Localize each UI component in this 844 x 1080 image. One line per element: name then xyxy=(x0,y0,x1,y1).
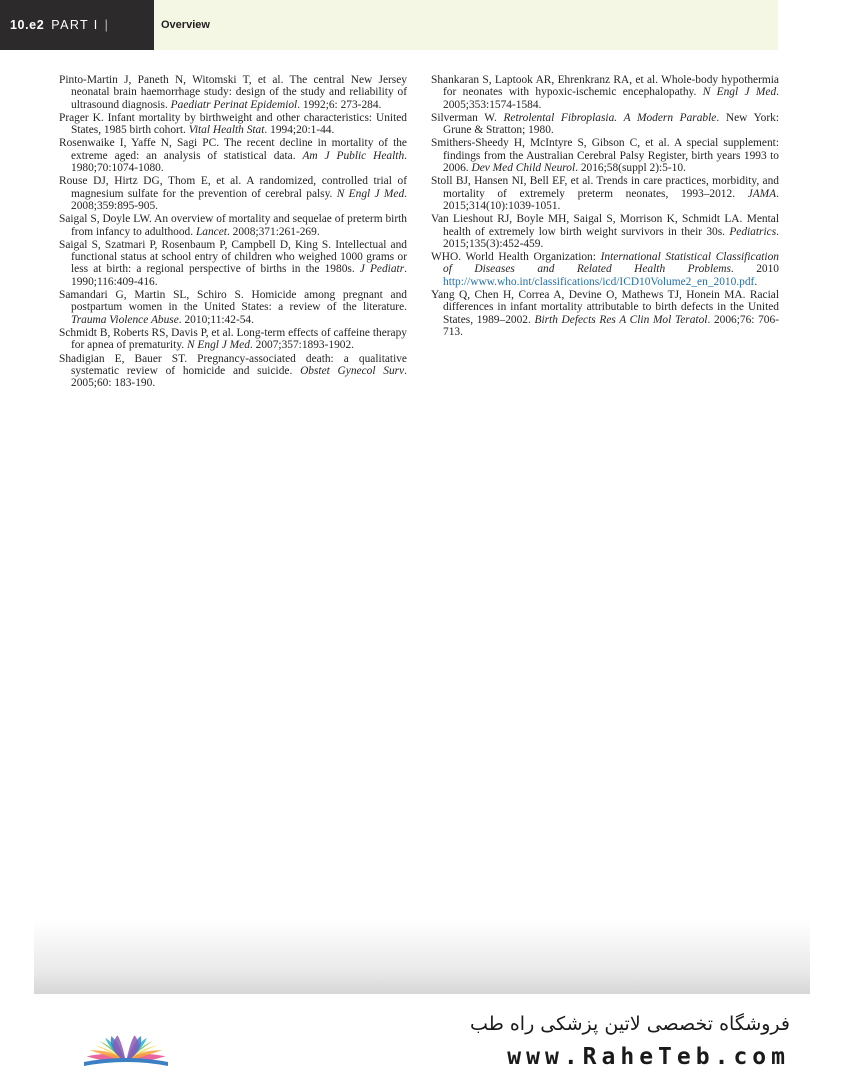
reference-text: . 1980;70:1074-1080. xyxy=(71,149,407,175)
reference-entry xyxy=(431,251,779,288)
reference-text: . xyxy=(754,275,758,288)
reference-entry xyxy=(431,137,779,174)
reference-text: WHO. World Health Organization: xyxy=(431,251,601,264)
website-url[interactable]: www.RaheTeb.com xyxy=(507,1044,790,1070)
reference-text: . 2006;76: 706-713. xyxy=(443,313,779,338)
reference-text: Shadigian E, Bauer ST. Pregnancy-associated death: a qualitative systematic review of homicide and suicide. xyxy=(59,352,407,377)
journal-title: J Pediatr xyxy=(359,263,405,276)
reference-text: . 2015;314(10):1039-1051. xyxy=(443,187,779,212)
reference-entry xyxy=(59,74,407,111)
shop-name: فروشگاه تخصصی لاتین پزشکی راه طب xyxy=(470,1013,790,1035)
journal-title: Trauma Violence Abuse xyxy=(71,313,179,326)
reference-text: . 2007;357:1893-1902. xyxy=(249,339,355,352)
references-column-left xyxy=(59,74,407,390)
journal-title: N Engl J Med xyxy=(186,339,250,352)
reference-text: Stoll BJ, Hansen NI, Bell EF, et al. Trends in care practices, morbidity, and mortality of extremely preterm neonates, 1993–2012. xyxy=(431,175,779,200)
reference-text: Smithers-Sheedy H, McIntyre S, Gibson C, et al. A special supplement: findings from the Australian Cerebral Palsy Register, birth years 1993 to 2006. xyxy=(431,137,779,175)
journal-title: Lancet xyxy=(195,225,227,238)
journal-title: Paediatr Perinat Epidemiol xyxy=(170,98,298,111)
journal-title: International Statistical Classification of Diseases and Related Health Problems xyxy=(443,251,779,276)
reference-text: . 2008;359:895-905. xyxy=(71,187,408,212)
reference-text: Yang Q, Chen H, Correa A, Devine O, Mathews TJ, Honein MA. Racial differences in infant mortality attributable to birth defects in the United States, 1989–2002. xyxy=(431,289,779,326)
reference-text: . 2008;371:261-269. xyxy=(226,225,320,238)
journal-title: Obstet Gynecol Surv xyxy=(300,364,405,377)
reference-entry xyxy=(59,137,407,174)
reference-text: Saigal S, Szatmari P, Rosenbaum P, Campbell D, King S. Intellectual and functional status at school entry of children who weighed 1000 grams or less at birth: a regional perspective of births in the 1980s. xyxy=(59,238,407,276)
journal-title: Vital Health Stat xyxy=(188,124,265,137)
reference-text: . 1994;20:1-44. xyxy=(264,124,335,137)
journal-title: Birth Defects Res A Clin Mol Teratol xyxy=(534,313,708,326)
reference-text: . 1990;116:409-416. xyxy=(71,263,407,288)
reference-entry xyxy=(431,175,779,212)
journal-title: N Engl J Med xyxy=(336,187,405,200)
journal-title: Pediatrics xyxy=(729,225,777,238)
reference-text: Pinto-Martin J, Paneth N, Witomski T, et al. The central New Jersey neonatal brain haemorrhage study: design of the study and reliability of ultrasound diagnosis. xyxy=(59,74,407,111)
reference-text: Van Lieshout RJ, Boyle MH, Saigal S, Morrison K, Schmidt LA. Mental health of extremely low birth weight survivors in their 30s. xyxy=(431,213,779,238)
reference-link[interactable]: http://www.who.int/classifications/icd/ICD10Volume2_en_2010.pdf xyxy=(443,275,755,288)
part-label: PART I xyxy=(51,18,99,32)
section-title: Overview xyxy=(161,19,210,31)
reference-text: Rouse DJ, Hirtz DG, Thom E, et al. A randomized, controlled trial of magnesium sulfate for the prevention of cerebral palsy. xyxy=(59,175,407,200)
reference-text: . 1992;6: 273-284. xyxy=(297,98,382,111)
reference-entry xyxy=(431,289,779,338)
reference-text: Samandari G, Martin SL, Schiro S. Homicide among pregnant and postpartum women in the United States: a review of the literature. xyxy=(59,289,407,314)
reference-entry xyxy=(431,112,779,137)
page-bottom-shadow xyxy=(34,920,810,994)
header-divider: | xyxy=(104,18,109,32)
reference-text: . New York: Grune & Stratton; 1980. xyxy=(443,111,779,137)
journal-title: Dev Med Child Neurol xyxy=(471,162,576,175)
page-number: 10.e2 xyxy=(10,18,45,32)
reference-text: Prager K. Infant mortality by birthweight and other characteristics: United States, 1985 birth cohort. xyxy=(59,111,407,137)
reference-entry xyxy=(59,327,407,352)
reference-text: . 2010;11:42-54. xyxy=(178,313,254,326)
reference-text: Schmidt B, Roberts RS, Davis P, et al. Long-term effects of caffeine therapy for apnea of prematurity. xyxy=(59,326,407,352)
reference-entry xyxy=(431,74,779,111)
journal-title: Retrolental Fibroplasia. A Modern Parable xyxy=(503,111,717,124)
reference-entry xyxy=(59,353,407,390)
reference-entry xyxy=(59,112,407,137)
reference-text: Shankaran S, Laptook AR, Ehrenkranz RA, et al. Whole-body hypothermia for neonates with hypoxic-ischemic encephalopathy. xyxy=(431,74,779,99)
reference-text: . 2005;353:1574-1584. xyxy=(443,86,779,111)
reference-entry xyxy=(431,213,779,250)
reference-text: Rosenwaike I, Yaffe N, Sagi PC. The recent decline in mortality of the extreme aged: an analysis of statistical data. xyxy=(59,137,407,162)
open-book-logo-icon xyxy=(78,1010,174,1068)
reference-text: . 2005;60: 183-190. xyxy=(71,364,408,390)
reference-entry xyxy=(59,175,407,212)
reference-text: . 2016;58(suppl 2):5-10. xyxy=(575,162,686,175)
page-number-box xyxy=(0,0,154,50)
reference-text: . 2015;135(3):452-459. xyxy=(443,225,779,250)
reference-text: Silverman W. xyxy=(431,111,504,124)
reference-text: Saigal S, Doyle LW. An overview of mortality and sequelae of preterm birth from infancy to adulthood. xyxy=(59,213,407,238)
references-column-right xyxy=(431,74,779,339)
logo-book-spine xyxy=(84,1058,168,1066)
journal-title: JAMA xyxy=(747,187,777,200)
journal-title: Am J Public Health xyxy=(302,149,405,162)
running-header xyxy=(0,0,778,50)
journal-title: N Engl J Med xyxy=(702,86,777,99)
reference-entry xyxy=(59,289,407,326)
reference-entry xyxy=(59,239,407,288)
reference-text: . 2010 xyxy=(730,263,779,276)
reference-entry xyxy=(59,213,407,238)
